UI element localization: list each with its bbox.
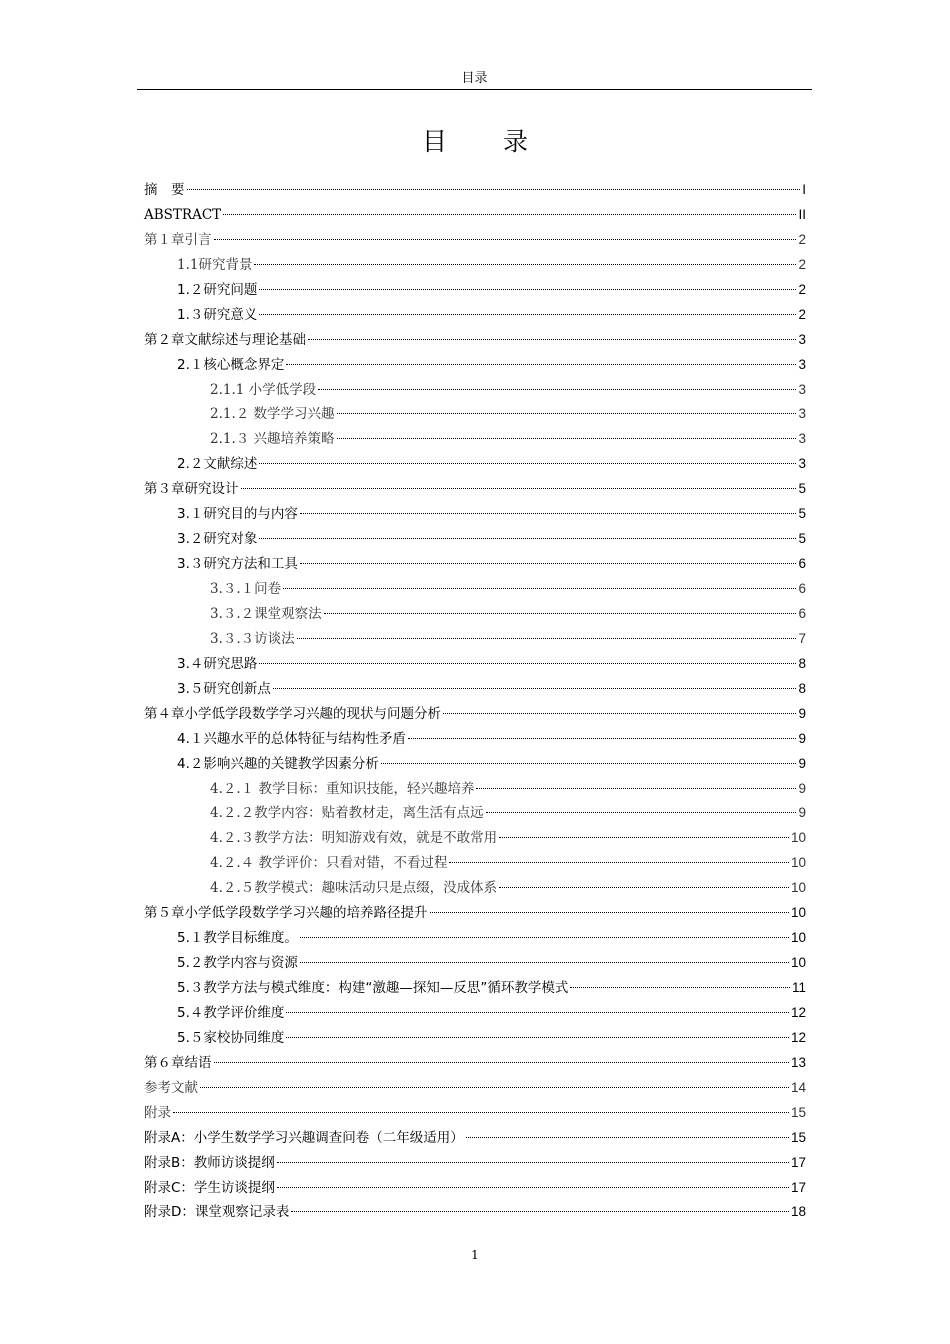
toc-entry-label: 2.２文献综述 [177,456,258,473]
toc-entry-label: 第１章引言 [144,231,212,248]
toc-entry-page: 13 [790,1054,806,1070]
toc-entry[interactable] [144,727,806,752]
toc-entry[interactable] [144,378,806,403]
toc-entry-label: 第５章小学低学段数学学习兴趣的培养路径提升 [144,905,428,922]
toc-entry[interactable] [144,677,806,702]
toc-entry[interactable] [144,627,806,652]
toc-entry-label: 3.３.３访谈法 [210,630,295,647]
dot-leader [300,563,797,564]
toc-entry-page: 10 [790,880,806,896]
running-header: 目录 [461,71,488,86]
dot-leader [297,638,797,639]
dot-leader [214,239,797,240]
dot-leader [291,1211,789,1212]
toc-entry[interactable] [144,253,806,278]
toc-entry-page: 10 [790,855,806,871]
toc-entry[interactable] [144,652,806,677]
toc-entry-page: 17 [790,1154,806,1170]
toc-entry-page: 5 [798,531,806,547]
toc-entry-label: 3.５研究创新点 [177,680,271,697]
toc-entry-page: 5 [798,506,806,522]
toc-entry-label: 5.５家校协同维度 [177,1029,285,1046]
dot-leader [241,488,797,489]
toc-entry[interactable] [144,402,806,427]
dot-leader [476,788,796,789]
toc-entry-label: ABSTRACT [144,206,222,223]
toc-entry-page: 9 [798,705,806,721]
toc-entry-label: 2.１核心概念界定 [177,356,285,373]
toc-entry-label: 3.２研究对象 [177,531,258,548]
header-rule [137,89,812,90]
toc-entry-page: 2 [798,281,806,297]
toc-entry-label: 摘 要 [144,182,185,198]
toc-entry-page: 3 [798,406,806,422]
toc-entry[interactable] [144,452,806,477]
toc-entry-label: 3.１研究目的与内容 [177,506,298,523]
toc-entry-label: 3.３研究方法和工具 [177,556,298,573]
toc-entry[interactable] [144,1051,806,1076]
toc-entry[interactable] [144,328,806,353]
dot-leader [318,389,796,390]
toc-entry-label: 4.２.４ 教学评价：只看对错，不看过程 [210,855,448,872]
toc-entry[interactable] [144,502,806,527]
toc-entry-page: I [802,182,806,197]
toc-entry-page: 3 [798,356,806,372]
toc-entry-page: 3 [798,456,806,472]
toc-entry-page: 12 [790,1029,806,1045]
toc-entry-page: 9 [798,780,806,796]
toc-entry[interactable] [144,777,806,802]
toc-entry-label: 5.１教学目标维度。 [177,930,298,947]
toc-entry-page: 9 [798,755,806,771]
toc-entry-page: 3 [798,381,806,397]
toc-entry-label: 5.３教学方法与模式维度：构建“激趣—探知—反思”循环教学模式 [177,980,569,996]
toc-entry-label: 5.２教学内容与资源 [177,955,298,972]
toc-entry[interactable] [144,1126,806,1151]
toc-entry-page: 7 [798,630,806,646]
dot-leader [337,413,797,414]
toc-entry-label: 2.1.３ 兴趣培养策略 [210,431,335,448]
toc-title: 目 录 [422,127,552,156]
dot-leader [259,663,796,664]
toc-entry[interactable] [144,826,806,851]
dot-leader [486,812,797,813]
toc-entry-page: II [798,206,806,222]
dot-leader [277,1187,789,1188]
toc-entry-page: 12 [790,1004,806,1020]
toc-entry-label: 4.２.５教学模式：趣味活动只是点缀，没成体系 [210,880,498,897]
toc-entry-label: 附录 [144,1104,171,1121]
toc-entry-page: 11 [791,980,806,995]
toc-entry-label: 3.３.２课堂观察法 [210,605,322,622]
dot-leader [283,588,796,589]
toc-entry-label: 5.４教学评价维度 [177,1004,285,1021]
toc-entry[interactable] [144,801,806,826]
toc-entry-label: 第４章小学低学段数学学习兴趣的现状与问题分析 [144,705,441,722]
toc-entry[interactable] [144,527,806,552]
toc-entry-label: 2.1.1 小学低学段 [210,381,317,398]
dot-leader [200,1087,789,1088]
toc-entry-label: 1.1研究背景 [177,256,253,273]
dot-leader [300,962,789,963]
dot-leader [308,339,796,340]
toc-entry-label: 4.２.２教学内容：贴着教材走，离生活有点远 [210,805,484,822]
dot-leader [300,513,797,514]
dot-leader [443,713,796,714]
dot-leader [466,1137,789,1138]
toc-entry-label: 1.３研究意义 [177,306,258,323]
toc-entry[interactable] [144,752,806,777]
toc-entry-page: 9 [798,730,806,746]
toc-entry-page: 18 [790,1204,806,1220]
toc-entry[interactable] [144,477,806,502]
toc-entry[interactable] [144,876,806,901]
toc-entry-label: 3.４研究思路 [177,655,258,672]
toc-entry[interactable] [144,552,806,577]
toc-entry-label: 4.２.３教学方法：明知游戏有效，就是不敢常用 [210,830,498,847]
toc-entry[interactable] [144,602,806,627]
toc-entry-page: 15 [790,1129,806,1145]
toc-entry-page: 6 [798,605,806,621]
dot-leader [337,438,797,439]
toc-entry-page: 8 [798,680,806,696]
dot-leader [214,1062,789,1063]
dot-leader [259,289,796,290]
toc-entry-label: 4.１兴趣水平的总体特征与结构性矛盾 [177,730,406,747]
toc-entry-label: 附录D：课堂观察记录表 [144,1204,290,1221]
toc-entry-page: 10 [790,905,806,921]
dot-leader [324,613,797,614]
dot-leader [259,538,796,539]
toc-entry[interactable] [144,1026,806,1051]
toc-entry-label: 参考文献 [144,1079,198,1096]
dot-leader [254,264,796,265]
toc-entry-page: 15 [790,1104,806,1120]
page-number: 1 [471,1248,479,1262]
toc-entry[interactable] [144,951,806,976]
toc-entry-label: 3.３.１问卷 [210,581,282,597]
dot-leader [273,688,797,689]
dot-leader [286,1037,789,1038]
toc-entry-page: 10 [790,955,806,971]
toc-entry[interactable] [144,178,806,203]
dot-leader [173,1112,789,1113]
toc-entry[interactable] [144,1176,806,1201]
toc-entry[interactable] [144,353,806,378]
toc-entry[interactable] [144,1076,806,1101]
toc-entry-label: 第３章研究设计 [144,481,239,498]
toc-entry[interactable] [144,901,806,926]
toc-entry[interactable] [144,427,806,452]
toc-entry-page: 17 [790,1179,806,1195]
toc-entry-page: 10 [790,830,806,846]
dot-leader [259,314,796,315]
toc-entry-page: 3 [798,431,806,447]
toc-entry[interactable] [144,851,806,876]
dot-leader [570,987,790,988]
toc-entry-page: 8 [798,655,806,671]
toc-entry[interactable] [144,228,806,253]
toc-entry-label: 4.２.１ 教学目标：重知识技能，轻兴趣培养 [210,780,475,797]
dot-leader [286,1012,789,1013]
toc-entry[interactable] [144,577,806,602]
toc-entry-page: 14 [790,1079,806,1095]
dot-leader [430,912,789,913]
toc-entry[interactable] [144,1001,806,1026]
toc-entry[interactable] [144,303,806,328]
dot-leader [381,763,797,764]
toc-entry-page: 2 [798,306,806,322]
dot-leader [300,937,789,938]
toc-entry-page: 2 [798,231,806,247]
dot-leader [223,214,796,215]
toc-entry[interactable] [144,1200,806,1225]
dot-leader [286,364,796,365]
toc-entry-page: 6 [798,581,806,596]
toc-entry[interactable] [144,702,806,727]
toc-entry-label: 1.２研究问题 [177,281,258,298]
toc-entry[interactable] [144,1101,806,1126]
dot-leader [499,837,789,838]
toc-entry-label: 第２章文献综述与理论基础 [144,331,306,348]
toc-entry[interactable] [144,203,806,228]
toc-entry[interactable] [144,1151,806,1176]
toc-entry-label: 4.２影响兴趣的关键教学因素分析 [177,755,379,772]
toc-entry[interactable] [144,278,806,303]
table-of-contents [144,178,806,1225]
dot-leader [277,1162,789,1163]
toc-entry[interactable] [144,976,806,1001]
toc-entry-label: 附录A：小学生数学学习兴趣调查问卷（二年级适用） [144,1129,464,1146]
toc-entry-page: 5 [798,481,806,497]
toc-entry-label: 附录B：教师访谈提纲 [144,1154,275,1171]
dot-leader [499,887,789,888]
toc-entry-page: 6 [798,556,806,572]
toc-entry-label: 第６章结语 [144,1054,212,1071]
dot-leader [187,189,801,190]
dot-leader [449,862,789,863]
dot-leader [259,463,796,464]
toc-entry-label: 附录C：学生访谈提纲 [144,1179,275,1196]
toc-entry-label: 2.1.２ 数学学习兴趣 [210,406,335,423]
toc-entry[interactable] [144,926,806,951]
toc-entry-page: 3 [798,331,806,347]
toc-entry-page: 10 [790,930,806,946]
toc-entry-page: 2 [798,256,806,272]
dot-leader [408,738,797,739]
toc-entry-page: 9 [798,805,806,821]
